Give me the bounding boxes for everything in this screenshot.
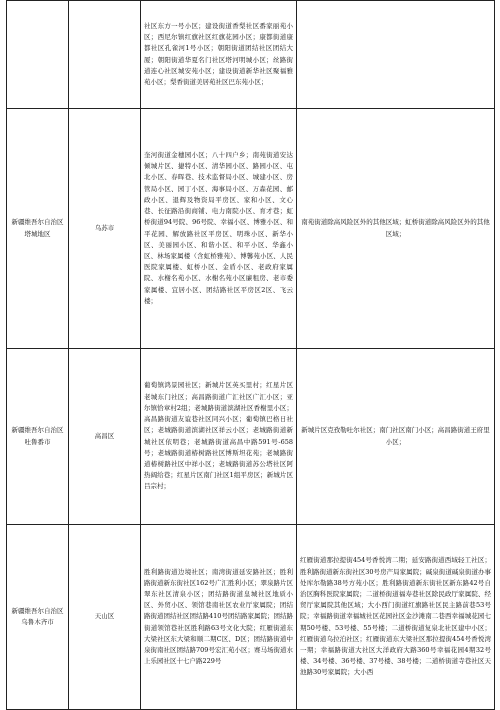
region-cell: 新疆维吾尔自治区塔城地区 bbox=[7, 109, 69, 349]
risk-area-table bbox=[6, 0, 495, 710]
table-row bbox=[7, 109, 495, 349]
high-risk-cell: 胜利路街道边境社区；南湾街道延安路社区；胜利路街道新东街社区162号广汇胜利小区；翠泉路片区翠东社区清泉小区；团结路街道皇城社区地质小区、外贸小区、领馆巷南社区农业厅家属院；团结路街道团结社区团结路410号团结路家属院；团结路街道领馆巷社区胜利路63号文化大院；红雁街道东大梁社区东大梁和顺二期C区、D区；团结路街道中泉街南社区团结路709号宏汇苑小区；赛马场街道水上乐园社区十七户路229号 bbox=[141, 525, 297, 710]
low-risk-cell bbox=[297, 1, 495, 109]
district-cell: 天山区 bbox=[69, 525, 141, 710]
table-row bbox=[7, 525, 495, 710]
low-risk-cell: 红雁街道那拉提街454号香悦湾二期；延安路街道西域轻工社区；胜利路街道新东街社区30号房产局家属院；碱泉街道碱泉街道办事处库尔勒路38号方苑小区；胜利路街道新东街社区新东路42号自治区胸科医院家属院；二道桥街道福寿巷社区除民政厅家属院、经贸厅家属院其他区域；大小西门街道红旗路社区民主路前巷53号院；幸福路街道幸福城社区花园社区金沙滩南二巷西幸福城花园七期50号楼、53号楼、55号楼；二道桥街道复泉北社区建中小区；红雁街道乌拉泊社区；红雁街道东大梁社区那拉提街454号香悦湾一期；幸福路街道大社区大洋政府大路360号幸福花园4期32号楼、34号楼、36号楼、37号楼、38号楼；二道桥街道寺巷社区天池路30号家属院；大小西 bbox=[297, 525, 495, 710]
region-cell: 新疆维吾尔自治区乌鲁木齐市 bbox=[7, 525, 69, 710]
table-row bbox=[7, 349, 495, 525]
high-risk-cell: 奎河街道金穗园小区；八十四户乡；南苑街道安达倾城片区、捷特小区、清华园小区、路园小区、屯北小区、春晖巷、技术监督局小区、城建小区、房管局小区、园丁小区、海事局小区、万森花园、邮政小区、退辉及物资局平房区、家和小区、文心巷、长征路沿街商铺、电力南院小区、育才巷；虹桥街道94号院、96号院、幸福小区、博雅小区、和平花园、解放路社区平房区、明珠小区、新华小区、美丽园小区、和谐小区、和平小区、华鑫小区、林场家属楼（含虹桥雅苑）、博馨苑小区、人民医院家属楼、虹桥小区、金盾小区、老政府家属院、水榭名苑小区、水榭名苑小区廉租房、老市委家属楼、宜居小区、团结路社区平房区2区、飞云楼； bbox=[141, 109, 297, 349]
region-cell bbox=[7, 1, 69, 109]
district-cell: 乌苏市 bbox=[69, 109, 141, 349]
low-risk-cell: 新城片区克孜勒吐尔社区；南门社区南门小区；高昌路街道王府里小区； bbox=[297, 349, 495, 525]
high-risk-cell: 社区东方一号小区；建设街道香梨社区番家丽苑小区；西尼尔镇红旗社区红旗花园小区；康都街道康都社区孔雀河1号小区；朝阳街道团结社区团结大厦；朝阳街道华夏名门社区塔河明城小区；丝路街道连心社区城安苑小区；建设街道新华社区聚福雅苑小区；梨香街道美居苑社区巴东苑小区； bbox=[141, 1, 297, 109]
district-cell bbox=[69, 1, 141, 109]
high-risk-cell: 葡萄镇鸿景园社区；新城片区英买里村；红星片区老城东门社区；高昌路街道广汇社区广汇小区；亚尔镇恰章村2组；老城路街道滨湖社区香榭里小区；高昌路街道友谊巷社区同兴小区；葡萄镇巴格日社区；老城路街道滨湖社区祥云小区；老城路街道新城社区依明巷；老城路街道高昌中路591号-658号；老城路街道椿树路社区博斯坦花苑；老城路街道椿树路社区中祥小区；老城路街道苏公塔社区阿热阔给巷；红星片区南门社区1组平房区；新城片区吕宗村； bbox=[141, 349, 297, 525]
region-cell: 新疆维吾尔自治区吐鲁番市 bbox=[7, 349, 69, 525]
low-risk-cell: 南苑街道除高风险区外的其他区域；虹桥街道除高风险区外的其他区域； bbox=[297, 109, 495, 349]
district-cell: 高昌区 bbox=[69, 349, 141, 525]
table-row bbox=[7, 1, 495, 109]
